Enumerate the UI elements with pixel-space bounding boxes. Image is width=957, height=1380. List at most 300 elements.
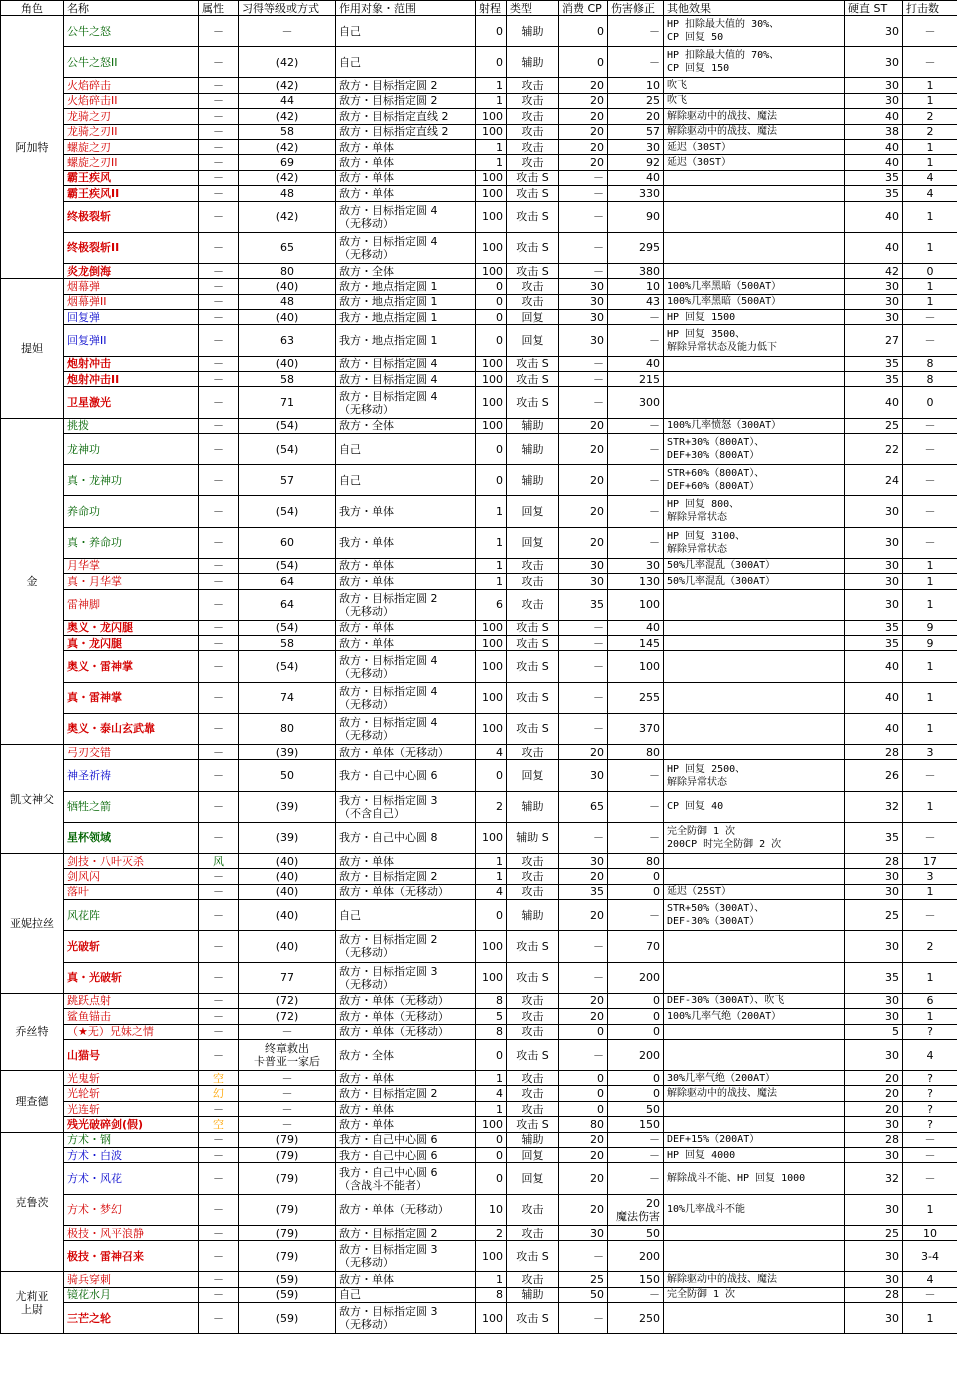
skill-name: 火焰碎击 [64, 78, 199, 93]
learn-level: (79) [239, 1241, 336, 1272]
learn-level: － [239, 1101, 336, 1116]
skill-name: 公牛之怒II [64, 47, 199, 78]
damage-mod: 250 [608, 1303, 664, 1334]
table-row [1, 1272, 957, 1287]
hit-count: － [903, 1287, 957, 1302]
hit-count: 1 [903, 201, 957, 232]
delay-st: 30 [845, 884, 903, 899]
other-effect: HP 回复 3500、 解除异常状态及能力低下 [664, 325, 845, 356]
learn-level: 44 [239, 93, 336, 108]
cp-cost: 0 [559, 47, 608, 78]
damage-mod: 295 [608, 232, 664, 263]
damage-mod: 50 [608, 1225, 664, 1240]
range: 100 [476, 124, 507, 139]
skill-name: 真・月华掌 [64, 574, 199, 589]
delay-st: 30 [845, 869, 903, 884]
target-range: 敌方・全体 [336, 263, 476, 278]
range: 0 [476, 433, 507, 464]
element: － [199, 791, 239, 822]
range: 0 [476, 1148, 507, 1163]
hit-count: 2 [903, 109, 957, 124]
damage-mod: 0 [608, 1024, 664, 1039]
skill-type: 回复 [507, 760, 559, 791]
cp-cost: 30 [559, 310, 608, 325]
hit-count: 2 [903, 124, 957, 139]
delay-st: 30 [845, 1241, 903, 1272]
table-row [1, 387, 957, 418]
hit-count: － [903, 1132, 957, 1147]
cp-cost: 0 [559, 1071, 608, 1086]
other-effect [664, 170, 845, 185]
target-range: 敌方・单体（无移动） [336, 884, 476, 899]
element: － [199, 372, 239, 387]
skill-type: 攻击 S [507, 1039, 559, 1070]
table-row [1, 1117, 957, 1132]
cp-cost: 20 [559, 1148, 608, 1163]
delay-st: 30 [845, 294, 903, 309]
cp-cost: 20 [559, 78, 608, 93]
range: 0 [476, 325, 507, 356]
table-row [1, 372, 957, 387]
cp-cost: 20 [559, 155, 608, 170]
skill-type: 攻击 [507, 574, 559, 589]
skill-name: 跳跃点射 [64, 993, 199, 1008]
other-effect [664, 636, 845, 651]
skill-type: 辅助 [507, 16, 559, 47]
skill-name: 火焰碎击II [64, 93, 199, 108]
hit-count: 1 [903, 962, 957, 993]
cp-cost: － [559, 962, 608, 993]
skill-name: 霸王疾风II [64, 186, 199, 201]
cp-cost: 35 [559, 884, 608, 899]
element: － [199, 418, 239, 433]
element: － [199, 16, 239, 47]
other-effect [664, 356, 845, 371]
table-row [1, 1225, 957, 1240]
damage-mod: 200 [608, 1241, 664, 1272]
damage-mod: 92 [608, 155, 664, 170]
element: － [199, 170, 239, 185]
header-row [1, 1, 957, 16]
skill-name: 真・龙闪腿 [64, 636, 199, 651]
cp-cost: 80 [559, 1117, 608, 1132]
damage-mod: － [608, 791, 664, 822]
skill-type: 攻击 S [507, 962, 559, 993]
cp-cost: 35 [559, 589, 608, 620]
hit-count: － [903, 433, 957, 464]
target-range: 敌方・单体 [336, 1272, 476, 1287]
skill-name: 落叶 [64, 884, 199, 899]
hit-count: － [903, 496, 957, 527]
skill-name: 月华掌 [64, 558, 199, 573]
range: 1 [476, 574, 507, 589]
learn-level: 65 [239, 232, 336, 263]
table-row [1, 201, 957, 232]
element: － [199, 155, 239, 170]
table-row [1, 325, 957, 356]
element: － [199, 822, 239, 853]
target-range: 敌方・目标指定圆 3 （无移动） [336, 1241, 476, 1272]
element: 幻 [199, 1086, 239, 1101]
element: － [199, 527, 239, 558]
range: 4 [476, 884, 507, 899]
learn-level: (40) [239, 931, 336, 962]
learn-level: 71 [239, 387, 336, 418]
element: － [199, 1163, 239, 1194]
cp-cost: 30 [559, 558, 608, 573]
hit-count: 1 [903, 155, 957, 170]
element: － [199, 1303, 239, 1334]
element: － [199, 574, 239, 589]
hit-count: 1 [903, 139, 957, 154]
table-row [1, 931, 957, 962]
range: 1 [476, 93, 507, 108]
table-row [1, 47, 957, 78]
delay-st: 30 [845, 574, 903, 589]
target-range: 我方・单体 [336, 496, 476, 527]
table-row [1, 139, 957, 154]
cp-cost: － [559, 713, 608, 744]
damage-mod: 0 [608, 1009, 664, 1024]
learn-level: (79) [239, 1194, 336, 1225]
table-row [1, 16, 957, 47]
hit-count: 0 [903, 263, 957, 278]
damage-mod: － [608, 433, 664, 464]
hit-count: 1 [903, 232, 957, 263]
skill-name: 回复弹II [64, 325, 199, 356]
other-effect [664, 1225, 845, 1240]
table-row [1, 962, 957, 993]
range: 4 [476, 1086, 507, 1101]
cp-cost: 25 [559, 1272, 608, 1287]
target-range: 敌方・单体 [336, 1071, 476, 1086]
delay-st: 30 [845, 589, 903, 620]
skill-type: 攻击 [507, 155, 559, 170]
range: 100 [476, 620, 507, 635]
skill-type: 攻击 S [507, 931, 559, 962]
damage-mod: － [608, 760, 664, 791]
cp-cost: － [559, 387, 608, 418]
delay-st: 27 [845, 325, 903, 356]
target-range: 敌方・目标指定圆 4 （无移动） [336, 651, 476, 682]
learn-level: (54) [239, 496, 336, 527]
skill-type: 攻击 [507, 139, 559, 154]
learn-level: 58 [239, 124, 336, 139]
delay-st: 40 [845, 139, 903, 154]
target-range: 自己 [336, 465, 476, 496]
skill-name: 螺旋之刃 [64, 139, 199, 154]
header-type: 类型 [507, 1, 559, 16]
delay-st: 35 [845, 372, 903, 387]
cp-cost: 0 [559, 1024, 608, 1039]
delay-st: 24 [845, 465, 903, 496]
table-row [1, 1132, 957, 1147]
target-range: 敌方・单体 [336, 155, 476, 170]
delay-st: 30 [845, 558, 903, 573]
target-range: 敌方・目标指定圆 2 （无移动） [336, 931, 476, 962]
skill-type: 攻击 S [507, 263, 559, 278]
skill-name: 光轮斩 [64, 1086, 199, 1101]
learn-level: (42) [239, 170, 336, 185]
cp-cost: － [559, 170, 608, 185]
hit-count: ? [903, 1086, 957, 1101]
table-row [1, 884, 957, 899]
damage-mod: 0 [608, 1071, 664, 1086]
element: － [199, 745, 239, 760]
hit-count: 1 [903, 884, 957, 899]
role-cell: 阿加特 [1, 16, 64, 279]
delay-st: 40 [845, 387, 903, 418]
skill-name: 雷神脚 [64, 589, 199, 620]
other-effect [664, 745, 845, 760]
skill-type: 攻击 S [507, 1117, 559, 1132]
table-row [1, 1086, 957, 1101]
skill-name: 炎龙倒海 [64, 263, 199, 278]
target-range: 敌方・目标指定圆 4 （无移动） [336, 387, 476, 418]
skill-type: 攻击 S [507, 713, 559, 744]
damage-mod: 100 [608, 589, 664, 620]
learn-level: 64 [239, 589, 336, 620]
table-row [1, 574, 957, 589]
learn-level: 80 [239, 263, 336, 278]
delay-st: 30 [845, 47, 903, 78]
skill-table-body [1, 16, 957, 1334]
range: 10 [476, 1194, 507, 1225]
table-row [1, 496, 957, 527]
cp-cost: 20 [559, 124, 608, 139]
table-row [1, 279, 957, 294]
delay-st: 30 [845, 93, 903, 108]
learn-level: (54) [239, 558, 336, 573]
header-range: 射程 [476, 1, 507, 16]
element: － [199, 1024, 239, 1039]
other-effect [664, 1101, 845, 1116]
damage-mod: 70 [608, 931, 664, 962]
delay-st: 30 [845, 310, 903, 325]
learn-level: (79) [239, 1132, 336, 1147]
damage-mod: 20 魔法伤害 [608, 1194, 664, 1225]
target-range: 敌方・单体（无移动） [336, 1009, 476, 1024]
element: － [199, 325, 239, 356]
cp-cost: 20 [559, 465, 608, 496]
skill-name: 骑兵穿刺 [64, 1272, 199, 1287]
learn-level: (54) [239, 433, 336, 464]
table-row [1, 109, 957, 124]
other-effect: HP 扣除最大值的 70%、 CP 回复 150 [664, 47, 845, 78]
other-effect: 吹飞 [664, 93, 845, 108]
range: 2 [476, 791, 507, 822]
hit-count: 1 [903, 1303, 957, 1334]
hit-count: ? [903, 1071, 957, 1086]
skill-type: 攻击 [507, 589, 559, 620]
range: 100 [476, 201, 507, 232]
table-row [1, 1101, 957, 1116]
cp-cost: － [559, 651, 608, 682]
range: 100 [476, 356, 507, 371]
range: 8 [476, 1024, 507, 1039]
element: － [199, 931, 239, 962]
hit-count: 1 [903, 558, 957, 573]
skill-name: 三芒之轮 [64, 1303, 199, 1334]
skill-type: 辅助 [507, 47, 559, 78]
hit-count: － [903, 527, 957, 558]
skill-type: 攻击 [507, 869, 559, 884]
header-hits: 打击数 [903, 1, 957, 16]
delay-st: 30 [845, 1194, 903, 1225]
skill-type: 攻击 S [507, 372, 559, 387]
skill-name: 光破斩 [64, 931, 199, 962]
skill-type: 攻击 [507, 854, 559, 869]
range: 4 [476, 745, 507, 760]
learn-level: (79) [239, 1148, 336, 1163]
skill-type: 辅助 [507, 900, 559, 931]
header-target: 作用对象・范围 [336, 1, 476, 16]
hit-count: 4 [903, 1272, 957, 1287]
target-range: 敌方・单体（无移动） [336, 745, 476, 760]
other-effect: 解除驱动中的战技、魔法 [664, 124, 845, 139]
skill-type: 攻击 S [507, 1303, 559, 1334]
target-range: 敌方・单体 [336, 854, 476, 869]
skill-type: 回复 [507, 1148, 559, 1163]
skill-name: 龙骑之刃 [64, 109, 199, 124]
target-range: 自己 [336, 1287, 476, 1302]
damage-mod: 30 [608, 139, 664, 154]
other-effect: 50%几率混乱（300AT） [664, 558, 845, 573]
learn-level: (42) [239, 109, 336, 124]
table-row [1, 1024, 957, 1039]
damage-mod: 80 [608, 854, 664, 869]
delay-st: 40 [845, 201, 903, 232]
range: 0 [476, 310, 507, 325]
damage-mod: 20 [608, 109, 664, 124]
damage-mod: － [608, 527, 664, 558]
target-range: 敌方・单体（无移动） [336, 993, 476, 1008]
table-row [1, 310, 957, 325]
cp-cost: 20 [559, 109, 608, 124]
other-effect: STR+60%（800AT）、 DEF+60%（800AT） [664, 465, 845, 496]
element: － [199, 356, 239, 371]
range: 100 [476, 372, 507, 387]
element: － [199, 713, 239, 744]
delay-st: 20 [845, 1086, 903, 1101]
learn-level: 77 [239, 962, 336, 993]
hit-count: 8 [903, 372, 957, 387]
skill-name: 方术・梦幻 [64, 1194, 199, 1225]
element: － [199, 433, 239, 464]
cp-cost: 30 [559, 294, 608, 309]
other-effect [664, 1039, 845, 1070]
skill-name: 奥义・泰山玄武靠 [64, 713, 199, 744]
learn-level: 58 [239, 636, 336, 651]
delay-st: 22 [845, 433, 903, 464]
skill-name: 残光破碎剑(假) [64, 1117, 199, 1132]
element: － [199, 496, 239, 527]
learn-level: 63 [239, 325, 336, 356]
hit-count: 0 [903, 387, 957, 418]
target-range: 敌方・目标指定圆 2 [336, 1225, 476, 1240]
target-range: 敌方・目标指定直线 2 [336, 109, 476, 124]
delay-st: 30 [845, 1009, 903, 1024]
learn-level: (72) [239, 1009, 336, 1024]
hit-count: 3 [903, 869, 957, 884]
damage-mod: 0 [608, 1086, 664, 1101]
cp-cost: － [559, 822, 608, 853]
other-effect: DEF-30%（300AT）、吹飞 [664, 993, 845, 1008]
skill-type: 攻击 [507, 93, 559, 108]
role-cell: 亚妮拉丝 [1, 854, 64, 994]
cp-cost: 20 [559, 433, 608, 464]
table-row [1, 93, 957, 108]
element: － [199, 387, 239, 418]
range: 1 [476, 1101, 507, 1116]
element: － [199, 884, 239, 899]
hit-count: ? [903, 1024, 957, 1039]
skill-type: 攻击 [507, 109, 559, 124]
damage-mod: 43 [608, 294, 664, 309]
other-effect [664, 713, 845, 744]
delay-st: 40 [845, 713, 903, 744]
cp-cost: － [559, 372, 608, 387]
damage-mod: 30 [608, 558, 664, 573]
delay-st: 30 [845, 1303, 903, 1334]
learn-level: 60 [239, 527, 336, 558]
hit-count: － [903, 465, 957, 496]
hit-count: 4 [903, 186, 957, 201]
delay-st: 40 [845, 651, 903, 682]
skill-type: 攻击 [507, 1071, 559, 1086]
other-effect: HP 扣除最大值的 30%、 CP 回复 50 [664, 16, 845, 47]
skill-name: 弓刃交错 [64, 745, 199, 760]
cp-cost: － [559, 263, 608, 278]
skill-name: 真・养命功 [64, 527, 199, 558]
target-range: 敌方・单体 [336, 558, 476, 573]
element: － [199, 232, 239, 263]
hit-count: 3 [903, 745, 957, 760]
learn-level: (40) [239, 279, 336, 294]
other-effect [664, 589, 845, 620]
table-row [1, 791, 957, 822]
range: 0 [476, 279, 507, 294]
skill-name: 极技・风平浪静 [64, 1225, 199, 1240]
damage-mod: 100 [608, 651, 664, 682]
learn-level: (40) [239, 869, 336, 884]
delay-st: 42 [845, 263, 903, 278]
cp-cost: 30 [559, 279, 608, 294]
skill-name: 山猫号 [64, 1039, 199, 1070]
range: 5 [476, 1009, 507, 1024]
element: － [199, 962, 239, 993]
other-effect [664, 1303, 845, 1334]
skill-name: 方术・钢 [64, 1132, 199, 1147]
skill-name: 方术・风花 [64, 1163, 199, 1194]
target-range: 敌方・单体 [336, 636, 476, 651]
delay-st: 30 [845, 496, 903, 527]
delay-st: 35 [845, 620, 903, 635]
other-effect [664, 263, 845, 278]
target-range: 敌方・单体（无移动） [336, 1194, 476, 1225]
delay-st: 30 [845, 16, 903, 47]
hit-count: 2 [903, 931, 957, 962]
other-effect: HP 回复 800、 解除异常状态 [664, 496, 845, 527]
cp-cost: 20 [559, 1132, 608, 1147]
range: 100 [476, 682, 507, 713]
damage-mod: 25 [608, 93, 664, 108]
range: 1 [476, 558, 507, 573]
learn-level: 80 [239, 713, 336, 744]
hit-count: － [903, 822, 957, 853]
delay-st: 28 [845, 1132, 903, 1147]
cp-cost: 20 [559, 1009, 608, 1024]
